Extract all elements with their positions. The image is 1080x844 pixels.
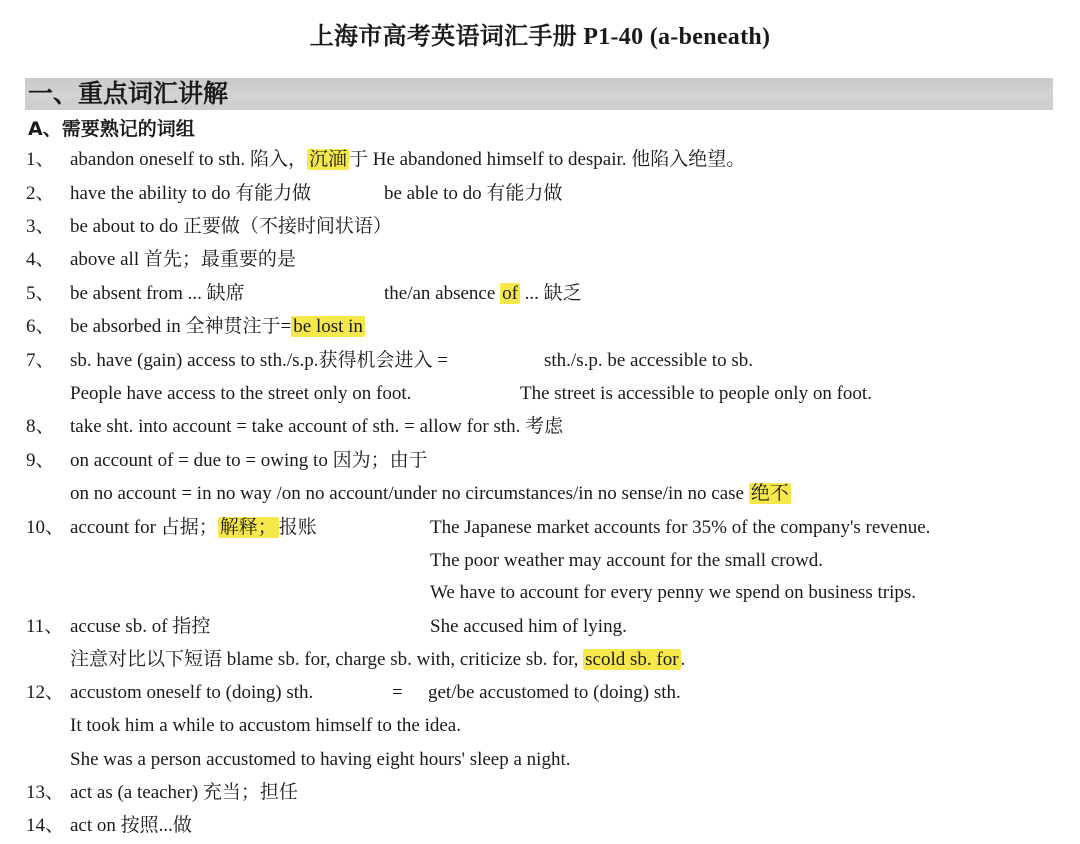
entry-7-example-2: The street is accessible to people only on foot. — [520, 383, 872, 404]
section-heading-bar — [25, 78, 1053, 110]
highlighted-text: be lost in — [293, 316, 363, 337]
entry-number: 4、 — [26, 249, 55, 270]
entry-number: 8、 — [26, 416, 55, 437]
phrase: act on 按照...做 — [70, 815, 192, 836]
entry-number: 5、 — [26, 283, 55, 304]
phrase: accuse sb. of 指控 — [70, 616, 211, 637]
phrase: take sht. into account = take account of sth. = allow for sth. 考虑 — [70, 416, 564, 437]
phrase: be absent from ... 缺席 — [70, 283, 245, 304]
entry-10-example-2: The poor weather may account for the small crowd. — [430, 550, 824, 571]
phrase: on account of = due to = owing to 因为；由于 — [70, 450, 428, 471]
entry-number: 10、 — [26, 517, 65, 538]
section-heading: 一、重点词汇讲解 — [28, 79, 229, 108]
highlighted-text: 解释； — [219, 517, 277, 538]
entry-7-example-1: People have access to the street only on foot. — [70, 383, 412, 404]
entry-10-example-3: We have to account for every penny we spend on business trips. — [430, 582, 917, 603]
phrase-alt: be able to do 有能力做 — [384, 183, 563, 204]
highlighted-text: of — [502, 283, 518, 304]
entry-12-example-1: It took him a while to accustom himself to the idea. — [70, 715, 461, 736]
phrase: account for 占据； — [70, 517, 218, 538]
meaning: ... 缺乏 — [519, 283, 582, 304]
meaning: 报账 — [278, 517, 317, 538]
highlighted-text: 沉湎 — [308, 149, 347, 170]
example: The Japanese market accounts for 35% of the company's revenue. — [430, 517, 931, 538]
phrase: be absorbed in 全神贯注于= — [70, 316, 292, 337]
phrase: act as (a teacher) 充当；担任 — [70, 782, 298, 803]
example: 于 He abandoned himself to despair. 他陷入绝望。 — [348, 149, 746, 170]
meaning: 陷入， — [249, 149, 307, 170]
example: She accused him of lying. — [430, 616, 627, 637]
entry-number: 11、 — [26, 616, 64, 637]
entry-number: 9、 — [26, 450, 55, 471]
entry-11-extra — [70, 648, 685, 672]
phrase: accustom oneself to (doing) sth. — [70, 682, 314, 703]
entry-12-example-2: She was a person accustomed to having eight hours' sleep a night. — [70, 749, 571, 770]
note: 注意对比以下短语 blame sb. for, charge sb. with, criticize sb. for, — [70, 649, 584, 670]
phrase-alt: get/be accustomed to (doing) sth. — [428, 682, 681, 703]
entry-number: 6、 — [26, 316, 55, 337]
highlighted-text: 绝不 — [750, 483, 789, 504]
document-title: 上海市高考英语词汇手册 P1-40 (a-beneath) — [309, 24, 771, 50]
entry-number: 12、 — [26, 682, 65, 703]
entry-number: 3、 — [26, 216, 55, 237]
entry-number: 2、 — [26, 183, 55, 204]
subsection-heading: A、需要熟记的词组 — [28, 118, 195, 140]
phrase-alt: sth./s.p. be accessible to sb. — [544, 350, 753, 371]
entry-number: 14、 — [26, 815, 65, 836]
phrase: have the ability to do 有能力做 — [70, 183, 312, 204]
entry-9-extra — [70, 482, 791, 506]
punctuation: . — [680, 649, 686, 670]
phrase-alt: the/an absence — [384, 283, 501, 304]
phrase: abandon oneself to sth. — [70, 149, 250, 170]
entry-number: 13、 — [26, 782, 65, 803]
entry-number: 7、 — [26, 350, 55, 371]
phrase: on no account = in no way /on no account/under no circumstances/in no sense/in no case — [70, 483, 749, 504]
phrase: be about to do 正要做（不接时间状语） — [70, 216, 392, 237]
phrase: above all 首先；最重要的是 — [70, 249, 296, 270]
entry-number: 1、 — [26, 149, 55, 170]
equals-sign: = — [392, 682, 403, 703]
highlighted-text: scold sb. for — [585, 649, 679, 670]
phrase: sb. have (gain) access to sth./s.p.获得机会进入 = — [70, 350, 448, 371]
